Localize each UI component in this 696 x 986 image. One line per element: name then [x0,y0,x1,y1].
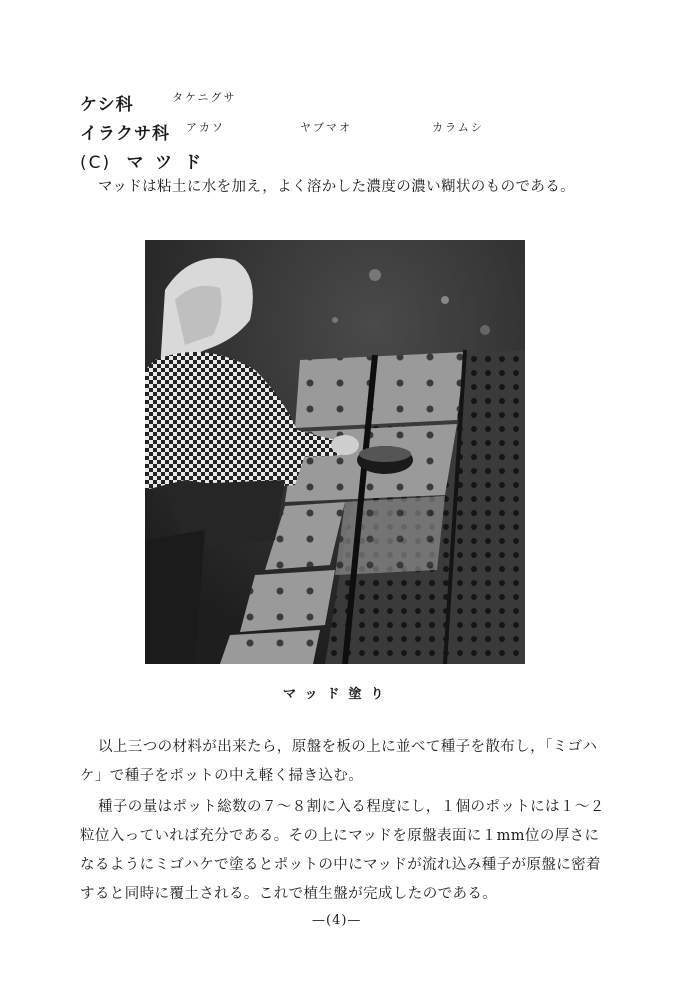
species-label-karamushi: カラムシ [432,121,484,134]
species-label-akaso: アカソ [186,121,225,134]
section-title: マツド [126,153,214,173]
page-number: —(4)— [312,913,362,928]
photo-illustration [145,240,525,664]
family-label-papaveraceae: ケシ科 [80,95,134,115]
paragraph-2-line-2: 粒位入っていれば充分である。その上にマッドを原盤表面に１mm位の厚さに [80,828,600,844]
paragraph-2-line-4: すると同時に覆土される。これで植生盤が完成したのである。 [80,886,498,902]
paragraph-2-line-3: なるようにミゴハケで塗るとポットの中にマッドが流れ込み種子が原盤に密着 [80,857,601,873]
paragraph-1-line-2: ケ」で種子をポットの中え軽く掃き込む。 [80,768,364,784]
mud-application-photo [145,240,525,664]
section-heading [80,148,213,173]
section-label: (C) [80,153,112,173]
species-label-yabumao: ヤブマオ [300,121,352,134]
intro-text: マッドは粘土に水を加え，よく溶かした濃度の濃い糊状のものである。 [98,179,576,195]
paragraph-2-line-1: 種子の量はポット総数の７～８割に入る程度にし，１個のポットには１～２ [98,799,605,815]
photo-caption: マッド塗り [283,687,393,702]
family-label-urticaceae: イラクサ科 [80,124,170,144]
paragraph-1-line-1: 以上三つの材料が出来たら，原盤を板の上に並べて種子を散布し，「ミゴハ [98,739,598,755]
species-label-takenigusa: タケニグサ [172,91,237,104]
